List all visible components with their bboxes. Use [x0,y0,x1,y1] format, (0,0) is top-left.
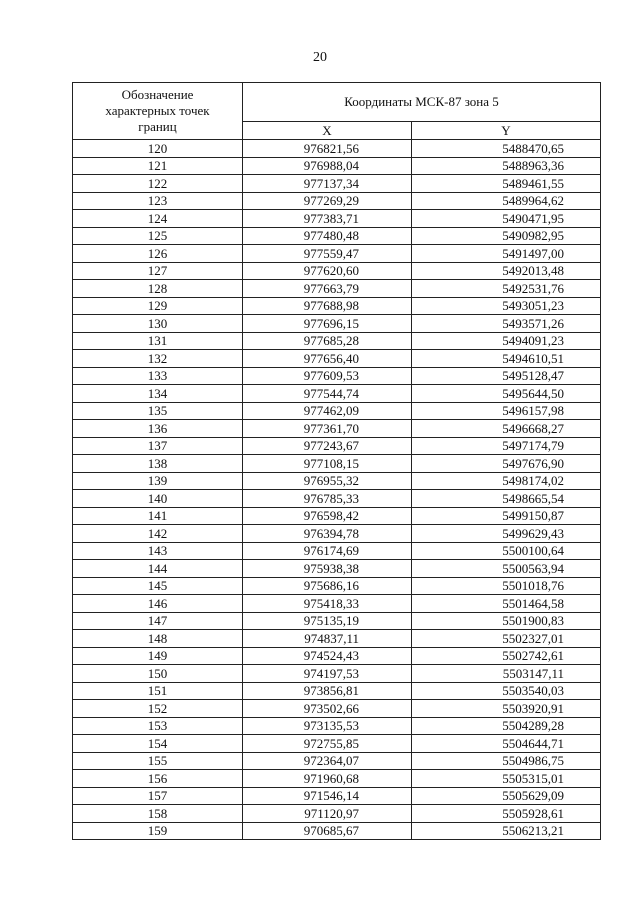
y-coordinate-cell: 5492013,48 [412,262,601,280]
x-column-header: X [243,122,412,140]
y-coordinate-cell: 5489964,62 [412,192,601,210]
point-id-cell: 138 [73,455,243,473]
point-id-cell: 124 [73,210,243,228]
x-coordinate-cell: 973135,53 [243,717,412,735]
point-designation-header: Обозначение характерных точек границ [73,83,243,140]
x-coordinate-cell: 977137,34 [243,175,412,193]
y-coordinate-cell: 5490982,95 [412,227,601,245]
point-id-cell: 132 [73,350,243,368]
table-row [73,577,601,595]
x-coordinate-cell: 977685,28 [243,332,412,350]
point-id-cell: 153 [73,717,243,735]
point-id-cell: 137 [73,437,243,455]
x-coordinate-cell: 977480,48 [243,227,412,245]
y-coordinate-cell: 5496157,98 [412,402,601,420]
x-coordinate-cell: 976821,56 [243,140,412,158]
y-coordinate-cell: 5494610,51 [412,350,601,368]
table-row [73,210,601,228]
point-id-cell: 129 [73,297,243,315]
y-coordinate-cell: 5505629,09 [412,787,601,805]
table-row [73,140,601,158]
y-coordinate-cell: 5500100,64 [412,542,601,560]
x-coordinate-cell: 977462,09 [243,402,412,420]
table-row [73,262,601,280]
table-row [73,682,601,700]
y-coordinate-cell: 5492531,76 [412,280,601,298]
point-id-cell: 134 [73,385,243,403]
x-coordinate-cell: 971960,68 [243,770,412,788]
point-id-cell: 150 [73,665,243,683]
point-id-cell: 120 [73,140,243,158]
y-coordinate-cell: 5503540,03 [412,682,601,700]
point-id-cell: 146 [73,595,243,613]
x-coordinate-cell: 974524,43 [243,647,412,665]
x-coordinate-cell: 973502,66 [243,700,412,718]
table-row [73,157,601,175]
point-id-cell: 128 [73,280,243,298]
table-row [73,717,601,735]
y-coordinate-cell: 5497676,90 [412,455,601,473]
point-id-cell: 143 [73,542,243,560]
y-coordinate-cell: 5491497,00 [412,245,601,263]
table-row [73,175,601,193]
y-coordinate-cell: 5499150,87 [412,507,601,525]
x-coordinate-cell: 974197,53 [243,665,412,683]
x-coordinate-cell: 977269,29 [243,192,412,210]
table-row [73,332,601,350]
y-coordinate-cell: 5501018,76 [412,577,601,595]
x-coordinate-cell: 977620,60 [243,262,412,280]
point-id-cell: 148 [73,630,243,648]
table-header [73,83,601,140]
point-id-cell: 123 [73,192,243,210]
x-coordinate-cell: 976598,42 [243,507,412,525]
table-row [73,280,601,298]
page-number: 20 [313,50,327,65]
table-row [73,665,601,683]
y-coordinate-cell: 5502327,01 [412,630,601,648]
point-id-cell: 145 [73,577,243,595]
x-coordinate-cell: 976955,32 [243,472,412,490]
y-coordinate-cell: 5499629,43 [412,525,601,543]
y-coordinate-cell: 5495128,47 [412,367,601,385]
point-id-cell: 149 [73,647,243,665]
x-coordinate-cell: 973856,81 [243,682,412,700]
y-coordinate-cell: 5493571,26 [412,315,601,333]
x-coordinate-cell: 977361,70 [243,420,412,438]
table-row [73,437,601,455]
point-id-cell: 126 [73,245,243,263]
table-row [73,490,601,508]
y-coordinate-cell: 5488963,36 [412,157,601,175]
x-coordinate-cell: 971120,97 [243,805,412,823]
table-row [73,612,601,630]
point-id-cell: 141 [73,507,243,525]
x-coordinate-cell: 977243,67 [243,437,412,455]
point-id-cell: 127 [73,262,243,280]
table-row [73,525,601,543]
table-row [73,787,601,805]
point-id-cell: 131 [73,332,243,350]
y-coordinate-cell: 5506213,21 [412,822,601,840]
y-coordinate-cell: 5497174,79 [412,437,601,455]
table-row [73,647,601,665]
x-coordinate-cell: 977559,47 [243,245,412,263]
y-coordinate-cell: 5504644,71 [412,735,601,753]
table-row [73,735,601,753]
point-id-cell: 158 [73,805,243,823]
x-coordinate-cell: 975938,38 [243,560,412,578]
point-id-cell: 136 [73,420,243,438]
x-coordinate-cell: 976988,04 [243,157,412,175]
x-coordinate-cell: 976394,78 [243,525,412,543]
table-body [73,140,601,840]
table-row [73,822,601,840]
table-row [73,402,601,420]
x-coordinate-cell: 977609,53 [243,367,412,385]
y-coordinate-cell: 5494091,23 [412,332,601,350]
x-coordinate-cell: 974837,11 [243,630,412,648]
x-coordinate-cell: 977544,74 [243,385,412,403]
x-coordinate-cell: 977656,40 [243,350,412,368]
table-row [73,350,601,368]
y-coordinate-cell: 5498174,02 [412,472,601,490]
y-coordinate-cell: 5503920,91 [412,700,601,718]
x-coordinate-cell: 977383,71 [243,210,412,228]
table-row [73,455,601,473]
header-row-top [73,83,601,122]
table-row [73,630,601,648]
x-coordinate-cell: 971546,14 [243,787,412,805]
x-coordinate-cell: 975135,19 [243,612,412,630]
x-coordinate-cell: 977696,15 [243,315,412,333]
y-coordinate-cell: 5488470,65 [412,140,601,158]
point-id-cell: 125 [73,227,243,245]
y-coordinate-cell: 5504289,28 [412,717,601,735]
y-column-header: Y [412,122,601,140]
x-coordinate-cell: 976174,69 [243,542,412,560]
x-coordinate-cell: 972364,07 [243,752,412,770]
point-id-cell: 139 [73,472,243,490]
y-coordinate-cell: 5493051,23 [412,297,601,315]
table-row [73,507,601,525]
point-id-cell: 154 [73,735,243,753]
y-coordinate-cell: 5495644,50 [412,385,601,403]
point-id-cell: 130 [73,315,243,333]
table-row [73,472,601,490]
y-coordinate-cell: 5500563,94 [412,560,601,578]
y-coordinate-cell: 5489461,55 [412,175,601,193]
point-id-cell: 155 [73,752,243,770]
point-id-cell: 133 [73,367,243,385]
point-id-cell: 151 [73,682,243,700]
table-row [73,192,601,210]
x-coordinate-cell: 972755,85 [243,735,412,753]
y-coordinate-cell: 5490471,95 [412,210,601,228]
point-id-cell: 135 [73,402,243,420]
point-id-cell: 159 [73,822,243,840]
point-id-cell: 122 [73,175,243,193]
point-id-cell: 140 [73,490,243,508]
coordinates-group-header: Координаты МСК-87 зона 5 [243,83,601,122]
x-coordinate-cell: 977663,79 [243,280,412,298]
point-id-cell: 156 [73,770,243,788]
y-coordinate-cell: 5505928,61 [412,805,601,823]
y-coordinate-cell: 5503147,11 [412,665,601,683]
x-coordinate-cell: 975418,33 [243,595,412,613]
table-row [73,770,601,788]
y-coordinate-cell: 5501900,83 [412,612,601,630]
table-row [73,595,601,613]
table-row [73,700,601,718]
table-row [73,385,601,403]
point-id-cell: 142 [73,525,243,543]
table-row [73,227,601,245]
y-coordinate-cell: 5502742,61 [412,647,601,665]
y-coordinate-cell: 5498665,54 [412,490,601,508]
x-coordinate-cell: 977108,15 [243,455,412,473]
y-coordinate-cell: 5504986,75 [412,752,601,770]
table-row [73,805,601,823]
x-coordinate-cell: 977688,98 [243,297,412,315]
x-coordinate-cell: 975686,16 [243,577,412,595]
coordinates-table [72,82,601,840]
table-row [73,420,601,438]
table-row [73,315,601,333]
point-id-cell: 147 [73,612,243,630]
point-id-cell: 152 [73,700,243,718]
table-row [73,297,601,315]
table-row [73,245,601,263]
table-row [73,560,601,578]
y-coordinate-cell: 5501464,58 [412,595,601,613]
table-row [73,752,601,770]
y-coordinate-cell: 5505315,01 [412,770,601,788]
y-coordinate-cell: 5496668,27 [412,420,601,438]
point-id-cell: 144 [73,560,243,578]
table-row [73,542,601,560]
point-id-cell: 157 [73,787,243,805]
table-row [73,367,601,385]
point-id-cell: 121 [73,157,243,175]
x-coordinate-cell: 970685,67 [243,822,412,840]
x-coordinate-cell: 976785,33 [243,490,412,508]
